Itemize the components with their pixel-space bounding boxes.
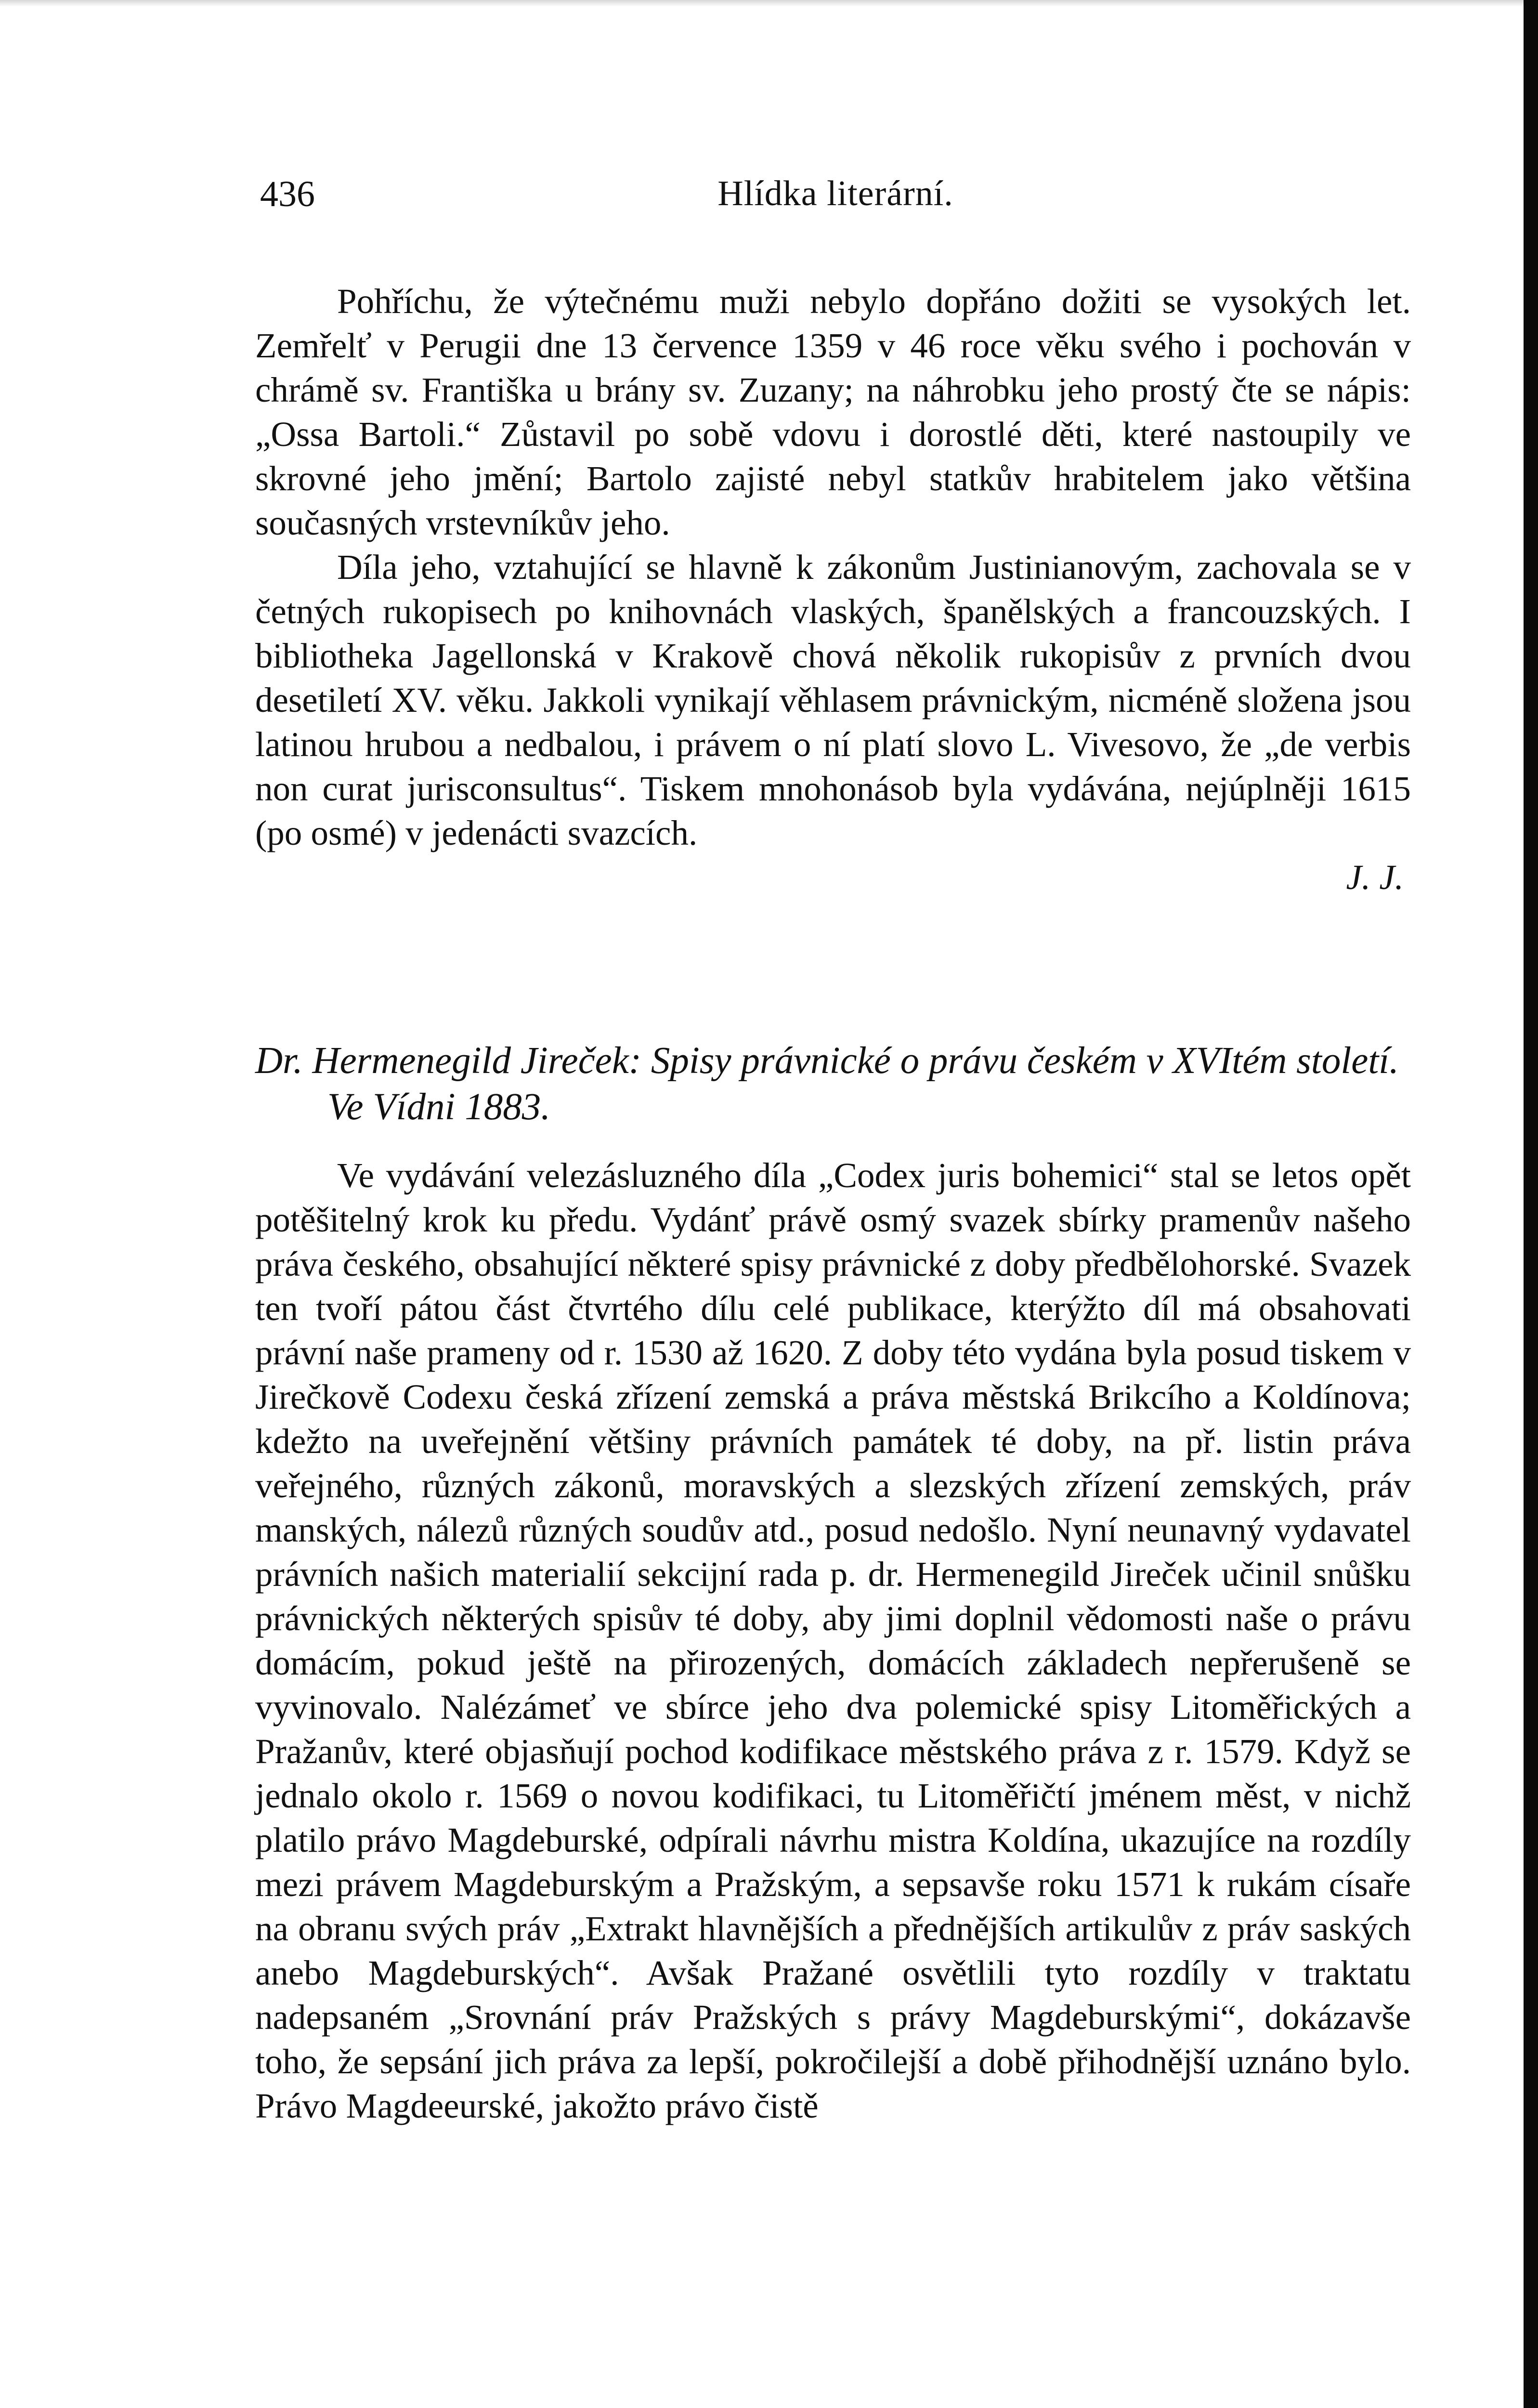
author-signature: J. J. [1346, 858, 1404, 897]
review-title: Dr. Hermenegild Jireček: Spisy právnické o právu českém v XVItém století. Ve Vídni 1883. [255, 1040, 1399, 1128]
paragraph: Pohříchu, že výtečnému muži nebylo dopřáno dožiti se vysokých let. Zemřelť v Perugii dne 13 července 1359 v 46 roce věku svého i pochován v chrámě sv. Františka u brány sv. Zuzany; na náhrobku jeho prostý čte se nápis: „Ossa Bartoli.“ Zůstavil po sobě vdovu i dorostlé děti, které nastoupily ve skrovné jeho jmění; Bartolo zajisté nebyl statkův hrabitelem jako většina současných vrstevníkův jeho. [255, 282, 1411, 542]
page-number: 436 [260, 174, 315, 214]
review-jirecek [255, 1153, 1411, 2128]
paragraph: Díla jeho, vztahující se hlavně k zákonům Justinianovým, zachovala se v četných rukopisech po knihovnách vlaských, španělských a francouzských. I bibliotheka Jagellonská v Krakově chová několik rukopisův z prvních dvou desetiletí XV. věku. Jakkoli vynikají věhlasem právnickým, nicméně složena jsou latinou hrubou a nedbalou, i právem o ní platí slovo L. Vivesovo, že „de verbis non curat jurisconsultus“. Tiskem mnohonásob byla vydávána, nejúplněji 1615 (po osmé) v jedenácti svazcích. [255, 548, 1411, 852]
paragraph: Ve vydávání velezásluzného díla „Codex juris bohemici“ stal se letos opět potěšitelný krok ku předu. Vydánť právě osmý svazek sbírky pramenův našeho práva českého, obsahující některé spisy právnické z doby předbělohorské. Svazek ten tvoří pátou část čtvrtého dílu celé publikace, kterýžto díl má obsahovati právní naše prameny od r. 1530 až 1620. Z doby této vydána byla posud tiskem v Jirečkově Codexu česká zřízení zemská a práva městská Brikcího a Koldínova; kdežto na uveřejnění většiny právních památek té doby, na př. listin práva veřejného, různých zákonů, moravských a slezských zřízení zemských, práv manských, nálezů různých soudův atd., posud nedošlo. Nyní neunavný vydavatel právních našich materialií sekcijní rada p. dr. Hermenegild Jireček učinil snůšku právnických některých spisův té doby, aby jimi doplnil vědomosti naše o právu domácím, pokud ještě na přirozených, domácích základech nepřerušeně se vyvinovalo. Nalézámeť ve sbírce jeho dva polemické spisy Litoměřických a Pražanův, které objasňují pochod kodifikace městského práva z r. 1579. Když se jednalo okolo r. 1569 o novou kodifikaci, tu Litoměřičtí jménem měst, v nichž platilo právo Magdeburské, odpírali návrhu mistra Koldína, ukazujíce na rozdíly mezi právem Magdeburským a Pražským, a sepsavše roku 1571 k rukám císaře na obranu svých práv „Extrakt hlavnějších a přednějších artikulův z práv saských anebo Magdeburských“. Avšak Pražané osvětlili tyto rozdíly v traktatu nadepsaném „Srovnání práv Pražských s právy Magdeburskými“, dokázavše toho, že sepsání jich práva za lepší, pokročilejší a době přihodnější uznáno bylo. Právo Magdeeurské, jakožto právo čistě [255, 1156, 1411, 2125]
journal-title: Hlídka literární. [717, 174, 953, 213]
review-heading [255, 1038, 1411, 1130]
review-bartolo [255, 279, 1411, 900]
running-header [260, 173, 1411, 217]
